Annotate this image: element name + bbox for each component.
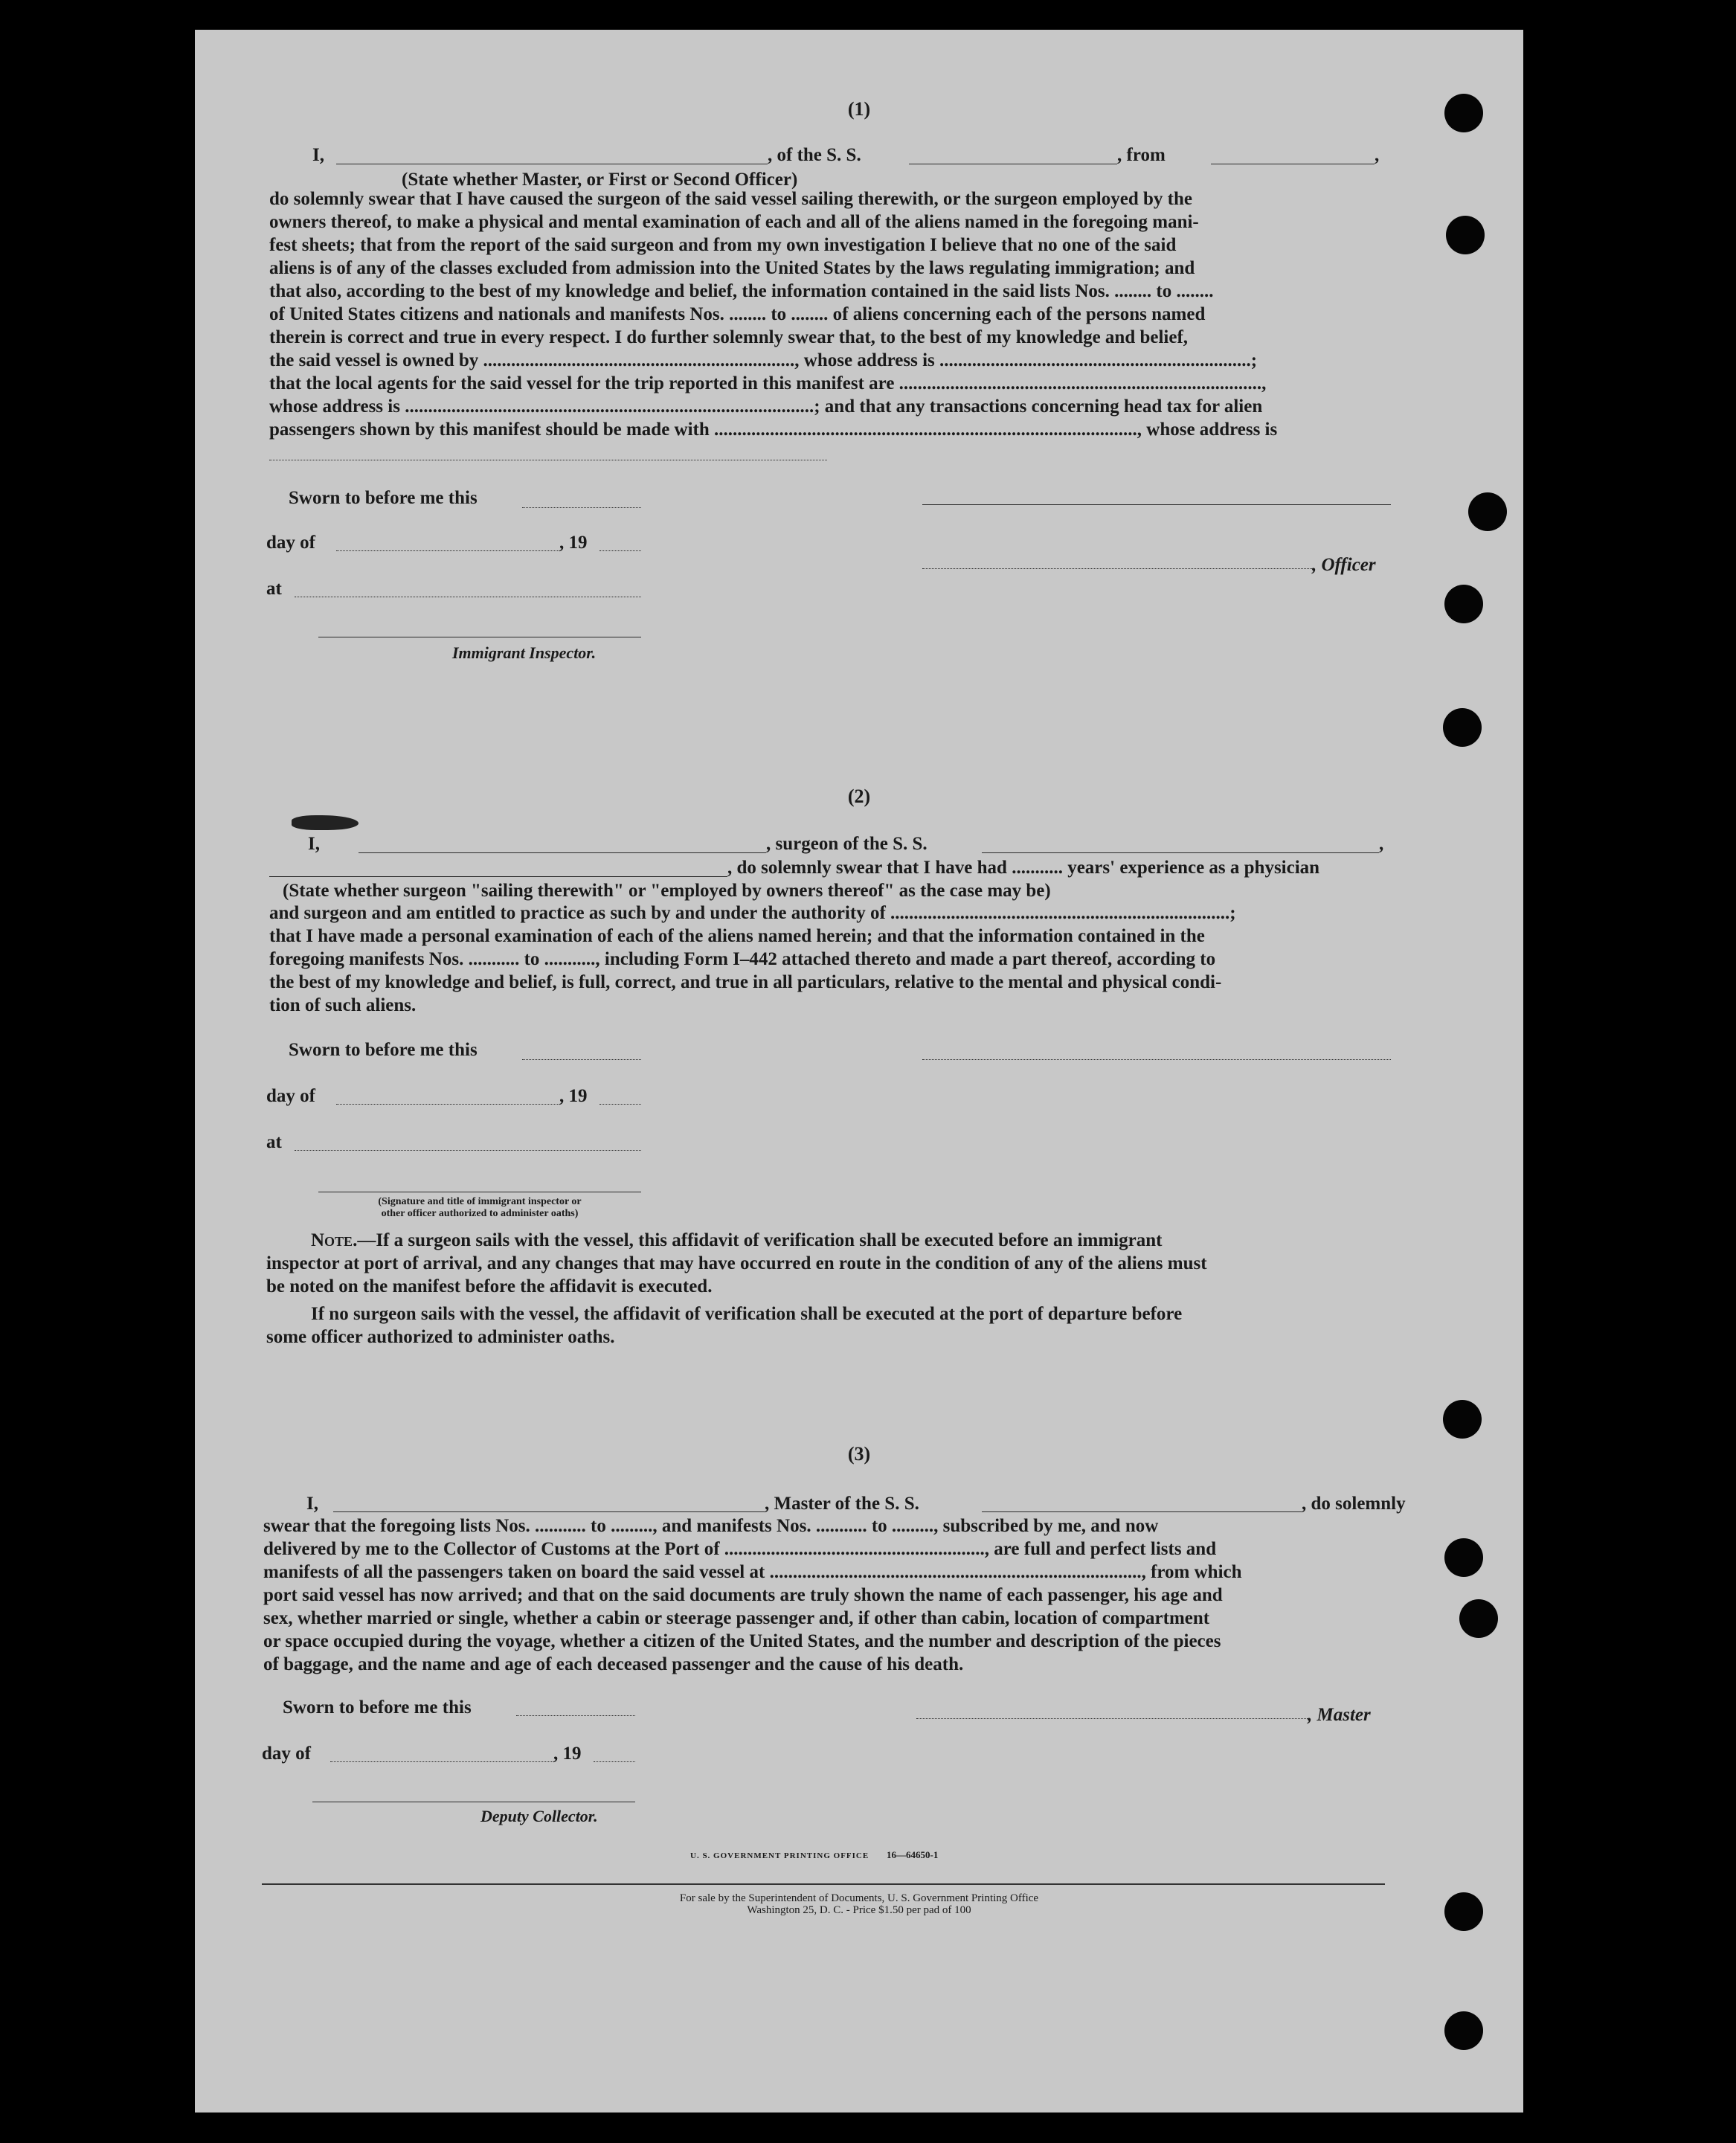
note-line: some officer authorized to administer oaths. [266, 1327, 615, 1347]
oath-text: , surgeon of the S. S. [766, 834, 928, 854]
master-label: , Master [1308, 1705, 1371, 1725]
punch-hole [1443, 1400, 1482, 1439]
sworn-label: Sworn to before me this [283, 1697, 472, 1718]
signature-caption [318, 1196, 641, 1220]
day-month-field[interactable] [330, 1761, 553, 1762]
section-number: (1) [847, 98, 871, 120]
oath-line: fest sheets; that from the report of the said surgeon and from my own investigation I believe that no one of the said [269, 235, 1177, 255]
sworn-date-field[interactable] [522, 507, 641, 508]
year-label: , 19 [559, 533, 588, 553]
note-line: If no surgeon sails with the vessel, the affidavit of verification shall be executed at the port of departure before [311, 1304, 1183, 1324]
oath-line: sex, whether married or single, whether a cabin or steerage passenger and, if other than cabin, location of compartment [263, 1608, 1210, 1628]
vessel-name-field[interactable] [982, 1511, 1302, 1512]
note-label: Note.— [311, 1230, 376, 1250]
oath-line: port said vessel has now arrived; and that on the said documents are truly shown the name of each passenger, his age and [263, 1585, 1223, 1605]
oath-line: owners thereof, to make a physical and mental examination of each and all of the aliens named in the foregoing mani- [269, 212, 1199, 232]
oath-text: , do solemnly [1302, 1494, 1406, 1514]
day-month-field[interactable] [336, 1104, 559, 1105]
at-place-field[interactable] [295, 1150, 641, 1151]
officer-label: , Officer [1312, 555, 1376, 575]
sworn-label: Sworn to before me this [289, 488, 478, 508]
oath-line: that also, according to the best of my knowledge and belief, the information contained in the said lists Nos. ........ to ........ [269, 281, 1214, 301]
punch-hole [1446, 216, 1485, 254]
oath-text: I, [306, 1494, 318, 1514]
collector-caption: Deputy Collector. [480, 1807, 598, 1825]
year-field[interactable] [599, 550, 641, 551]
oath-text: I, [308, 834, 320, 854]
punch-hole [1459, 1599, 1498, 1638]
oath-line: foregoing manifests Nos. ........... to ..........., including Form I–442 attached thereto and made a part thereof, according to [269, 949, 1216, 969]
inspector-caption: Immigrant Inspector. [452, 643, 597, 662]
surgeon-status-field[interactable] [269, 876, 727, 877]
field-caption: (State whether surgeon "sailing therewith" or "employed by owners thereof" as the case may be) [283, 881, 1051, 901]
note-line: inspector at port of arrival, and any changes that may have occurred en route in the condition of any of the aliens must [266, 1253, 1207, 1273]
oath-text: , [1375, 145, 1380, 165]
oath-text: , Master of the S. S. [765, 1494, 919, 1514]
surgeon-signature-line[interactable] [922, 1059, 1391, 1060]
year-field[interactable] [594, 1761, 635, 1762]
note-line: be noted on the manifest before the affidavit is executed. [266, 1276, 713, 1297]
oath-line: delivered by me to the Collector of Customs at the Port of ........................................................, are full and perfect lists and [263, 1539, 1217, 1559]
oath-text: , [1379, 834, 1384, 854]
sworn-date-field[interactable] [522, 1059, 641, 1060]
printing-office: U. S. GOVERNMENT PRINTING OFFICE [690, 1851, 869, 1860]
surgeon-name-field[interactable] [359, 852, 766, 853]
master-signature-line[interactable] [916, 1718, 1308, 1719]
day-of-label: day of [266, 533, 315, 553]
oath-line: the said vessel is owned by ..................................................................., whose address is ...................................................................; [269, 350, 1258, 370]
vessel-name-field[interactable] [982, 852, 1379, 853]
oath-line: that the local agents for the said vessel for the trip reported in this manifest are .............................................................................., [269, 373, 1267, 393]
day-of-label: day of [266, 1086, 315, 1106]
oath-line: swear that the foregoing lists Nos. ........... to ........., and manifests Nos. ........... to ........., subscribed by me, and now [263, 1516, 1159, 1536]
form-number: 16—64650-1 [887, 1849, 939, 1860]
oath-text: , of the S. S. [768, 145, 861, 165]
oath-line: of baggage, and the name and age of each deceased passenger and the cause of his death. [263, 1654, 964, 1674]
sale-line: For sale by the Superintendent of Documents, U. S. Government Printing Office [679, 1892, 1039, 1904]
oath-text: , do solemnly swear that I have had ........... years' experience as a physician [727, 858, 1320, 878]
oath-line: do solemnly swear that I have caused the surgeon of the said vessel sailing therewith, or the surgeon employed by the [269, 189, 1192, 209]
day-month-field[interactable] [336, 550, 559, 551]
oath-line: the best of my knowledge and belief, is full, correct, and true in all particulars, relative to the mental and physical condi- [269, 972, 1222, 992]
punch-hole [1444, 2011, 1483, 2050]
sale-line: Washington 25, D. C. - Price $1.50 per pad of 100 [747, 1904, 971, 1916]
note-text: If a surgeon sails with the vessel, this affidavit of verification shall be executed before an immigrant [376, 1230, 1163, 1250]
note-line [266, 1229, 1392, 1252]
oath-text: , from [1117, 145, 1166, 165]
oath-line: therein is correct and true in every respect. I do further solemnly swear that, to the best of my knowledge and belief, [269, 327, 1189, 347]
oath-paragraph [269, 187, 1392, 441]
oath-line: passengers shown by this manifest should be made with ..........................................................................................., whose address is [269, 420, 1278, 440]
day-of-label: day of [262, 1744, 311, 1764]
at-label: at [266, 579, 282, 599]
oath-line: of United States citizens and nationals and manifests Nos. ........ to ........ of aliens concerning each of the persons named [269, 304, 1206, 324]
oath-line: aliens is of any of the classes excluded from admission into the United States by the laws regulating immigration; and [269, 258, 1195, 278]
oath-line: whose address is ........................................................................................; and that any transactions concerning head tax for alien [269, 396, 1263, 417]
oath-paragraph [269, 902, 1392, 1017]
punch-hole [1444, 585, 1483, 623]
at-label: at [266, 1132, 282, 1152]
oath-line: manifests of all the passengers taken on board the said vessel at ................................................................................, from which [263, 1562, 1242, 1582]
year-field[interactable] [599, 1104, 641, 1105]
master-name-field[interactable] [333, 1511, 765, 1512]
sworn-date-field[interactable] [516, 1715, 635, 1716]
punch-hole [1468, 492, 1507, 531]
note-paragraph [266, 1229, 1392, 1349]
ink-blot [292, 815, 359, 830]
form-page [195, 30, 1523, 2113]
oath-line: and surgeon and am entitled to practice as such by and under the authority of .........................................................................; [269, 903, 1236, 923]
oath-line: that I have made a personal examination of each of the aliens named herein; and that the information contained in the [269, 926, 1205, 946]
oath-line: tion of such aliens. [269, 995, 417, 1015]
section-number: (2) [847, 785, 871, 807]
year-label: , 19 [559, 1086, 588, 1106]
field-caption: (State whether Master, or First or Second Officer) [402, 170, 798, 190]
oath-paragraph [263, 1514, 1392, 1676]
officer-title-line[interactable] [922, 568, 1312, 569]
punch-hole [1444, 1538, 1483, 1577]
caption-line: other officer authorized to administer oaths) [381, 1208, 579, 1219]
caption-line: (Signature and title of immigrant inspector or [378, 1196, 582, 1207]
footer-rule [262, 1883, 1385, 1885]
punch-hole [1443, 708, 1482, 747]
sale-notice [195, 1892, 1523, 1916]
section-number: (3) [847, 1443, 871, 1465]
year-label: , 19 [553, 1744, 582, 1764]
oath-line: or space occupied during the voyage, whether a citizen of the United States, and the number and description of the pieces [263, 1631, 1221, 1651]
officer-signature-line[interactable] [922, 504, 1391, 505]
sworn-label: Sworn to before me this [289, 1040, 478, 1060]
oath-text: I, [312, 145, 324, 165]
